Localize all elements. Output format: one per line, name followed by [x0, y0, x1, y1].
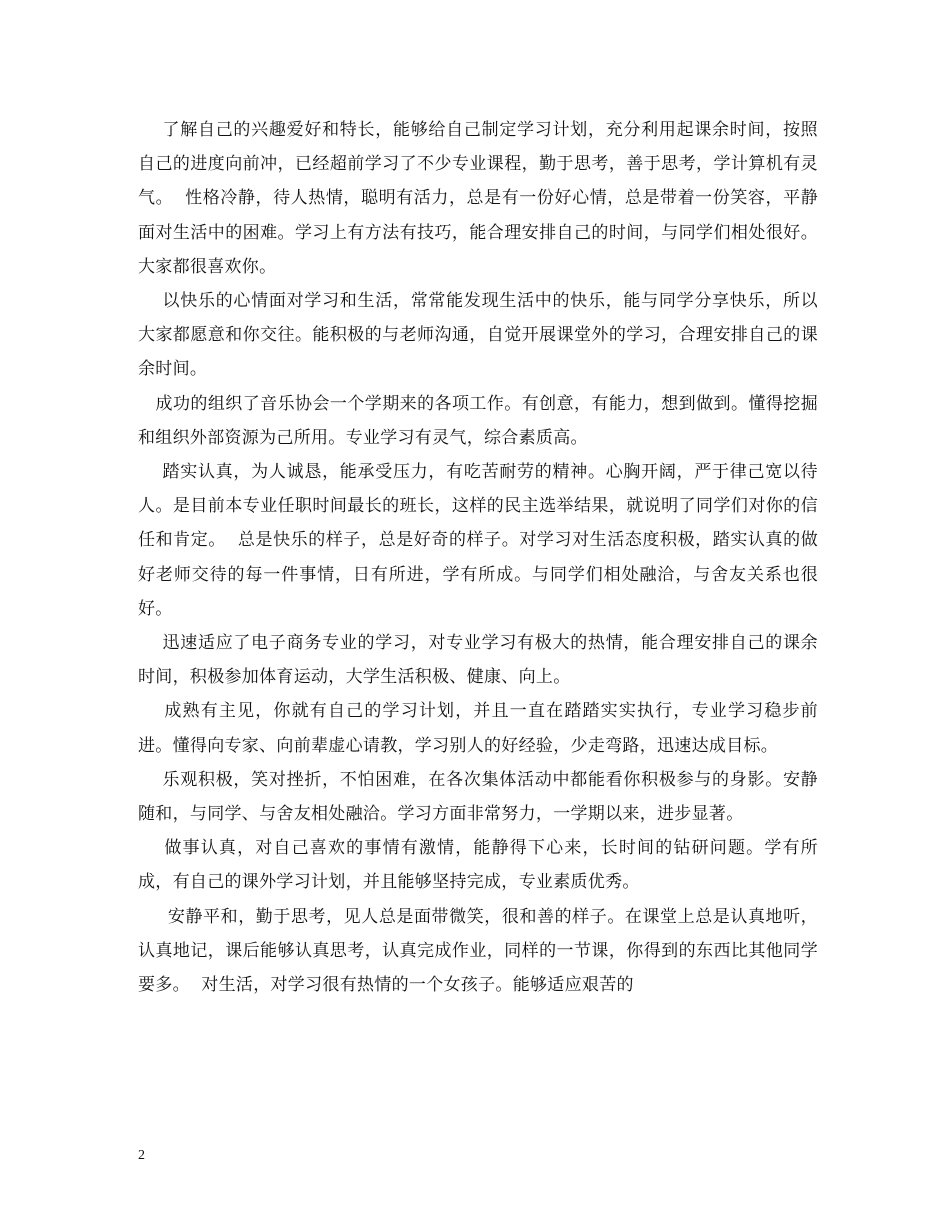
paragraph: 踏实认真，为人诚恳，能承受压力，有吃苦耐劳的精神。心胸开阔，严于律己宽以待人。是目前本专业任职时间最长的班长，这样的民主选举结果，就说明了同学们对你的信任和肯定。 总是快乐的样子，总是好奇的样子。对学习对生活态度积极，踏实认真的做好老师交待的每一件事情，日有所进，学有所成。与同学们相处融洽，与舍友关系也很好。 [138, 462, 818, 619]
paragraph: 安静平和，勤于思考，见人总是面带微笑，很和善的样子。在课堂上总是认真地听，认真地记，课后能够认真思考，认真完成作业，同样的一节课，你得到的东西比其他同学要多。 对生活，对学习很有热情的一个女孩子。能够适应艰苦的 [138, 906, 818, 996]
paragraph: 以快乐的心情面对学习和生活，常常能发现生活中的快乐，能与同学分享快乐，所以大家都愿意和你交往。能积极的与老师沟通，自觉开展课堂外的学习，合理安排自己的课余时间。 [138, 291, 818, 380]
paragraph: 乐观积极，笑对挫折，不怕困难，在各次集体活动中都能看你积极参与的身影。安静随和，与同学、与舍友相处融洽。学习方面非常努力，一学期以来，进步显著。 [138, 769, 818, 825]
paragraph: 成功的组织了音乐协会一个学期来的各项工作。有创意，有能力，想到做到。懂得挖掘和组织外部资源为己所用。专业学习有灵气，综合素质高。 [138, 393, 818, 448]
paragraph: 做事认真，对自己喜欢的事情有激情，能静得下心来，长时间的钻研问题。学有所成，有自己的课外学习计划，并且能够坚持完成，专业素质优秀。 [138, 838, 818, 893]
paragraph: 成熟有主见，你就有自己的学习计划，并且一直在踏踏实实执行，专业学习稳步前进。懂得向专家、向前辈虚心请教，学习别人的好经验，少走弯路，迅速达成目标。 [138, 701, 818, 756]
page-number: 2 [138, 1148, 145, 1163]
paragraph: 了解自己的兴趣爱好和特长，能够给自己制定学习计划，充分利用起课余时间，按照自己的进度向前冲，已经超前学习了不少专业课程，勤于思考，善于思考，学计算机有灵气。 性格冷静，待人热情，聪明有活力，总是有一份好心情，总是带着一份笑容，平静面对生活中的困难。学习上有方法有技巧，能合理安排自己的时间，与同学们相处很好。大家都很喜欢你。 [138, 120, 818, 277]
paragraph: 迅速适应了电子商务专业的学习，对专业学习有极大的热情，能合理安排自己的课余时间，积极参加体育运动，大学生活积极、健康、向上。 [138, 633, 818, 688]
page-body [138, 113, 818, 1002]
